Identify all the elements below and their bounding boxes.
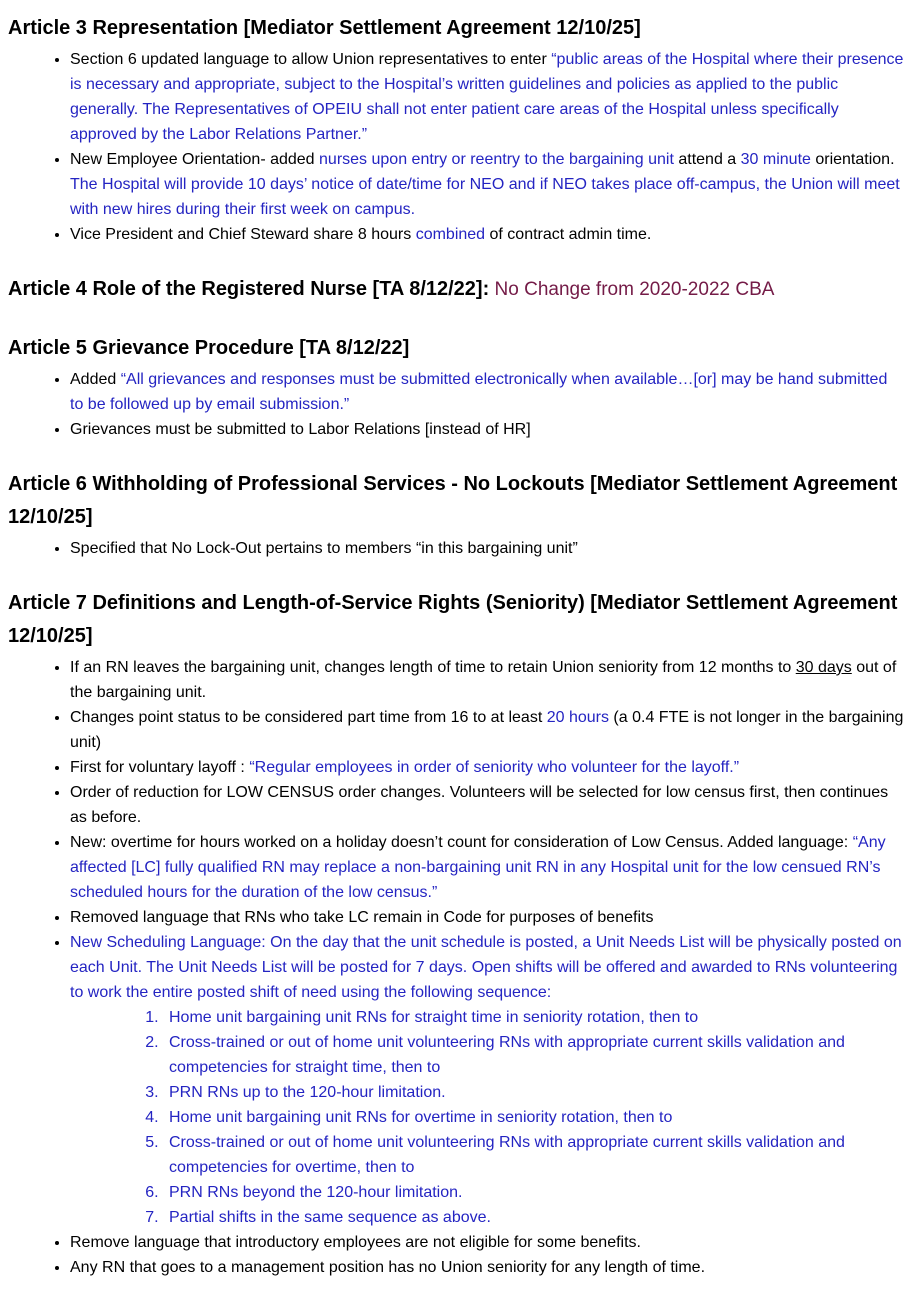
article-3-section xyxy=(8,12,904,247)
numbered-sequence-list xyxy=(70,1005,904,1230)
numbered-sequence-item: 3. PRN RNs up to the 120-hour limitation. xyxy=(163,1080,904,1105)
bullet-text-run: “All grievances and responses must be submitted electronically when available…[or] may be hand submitted to be followed up by email submission.” xyxy=(70,371,888,413)
bullet-item xyxy=(70,417,904,442)
bullet-item xyxy=(70,147,904,222)
article-3-heading xyxy=(8,12,904,45)
article-4-section xyxy=(8,273,904,306)
bullet-text-run: of contract admin time. xyxy=(485,226,652,243)
bullet-text-run: First for voluntary layoff : xyxy=(70,759,250,776)
heading-text-run: Article 7 Definitions and Length-of-Service Rights (Seniority) [Mediator Settlement Agreement 12/10/25] xyxy=(8,592,898,647)
bullet-item xyxy=(70,367,904,417)
bullet-text-run: orientation. xyxy=(810,151,895,168)
bullet-text-run: Changes point status to be considered part time from 16 to at least xyxy=(70,709,547,726)
bullet-text-run: New: overtime for hours worked on a holiday doesn’t count for consideration of Low Census. Added language: xyxy=(70,834,853,851)
bullet-text-run: nurses upon entry or reentry to the bargaining unit xyxy=(319,151,674,168)
bullet-list xyxy=(8,655,904,1280)
article-5-section xyxy=(8,332,904,442)
bullet-list xyxy=(8,536,904,561)
bullet-item xyxy=(70,830,904,905)
bullet-text-run: “Any affected [LC] fully qualified RN may replace a non-bargaining unit RN in any Hospital unit for the low censued RN’s scheduled hours for the duration of the low census.” xyxy=(70,834,886,901)
heading-text-run: Article 3 Representation [Mediator Settlement Agreement 12/10/25] xyxy=(8,17,641,39)
bullet-item xyxy=(70,705,904,755)
bullet-text-run: If an RN leaves the bargaining unit, changes length of time to retain Union seniority from 12 months to xyxy=(70,659,796,676)
bullet-item xyxy=(70,222,904,247)
bullet-text-run: attend a xyxy=(673,151,741,168)
bullet-text-run: out of the bargaining unit. xyxy=(70,659,897,701)
article-6-heading xyxy=(8,468,904,534)
heading-text-run: Article 5 Grievance Procedure [TA 8/12/22] xyxy=(8,337,410,359)
bullet-text-run: Grievances must be submitted to Labor Relations [instead of HR] xyxy=(70,421,531,438)
bullet-item xyxy=(70,655,904,705)
article-6-section xyxy=(8,468,904,561)
heading-text-run: Article 4 Role of the Registered Nurse [TA 8/12/22]: xyxy=(8,278,490,300)
bullet-text-run: (a 0.4 FTE is not longer in the bargaining unit) xyxy=(70,709,904,751)
bullet-text-run: Order of reduction for LOW CENSUS order changes. Volunteers will be selected for low census first, then continues as before. xyxy=(70,784,889,826)
bullet-text-run: Added xyxy=(70,371,121,388)
bullet-item xyxy=(70,780,904,830)
bullet-text-run: The Hospital will provide 10 days’ notice of date/time for NEO and if NEO takes place off-campus, the Union will meet with new hires during their first week on campus. xyxy=(70,176,900,218)
bullet-text-run: 30 minute xyxy=(740,151,811,168)
bullet-text-run: Vice President and Chief Steward share 8 hours xyxy=(70,226,416,243)
bullet-item xyxy=(70,1230,904,1255)
bullet-text-run: “Regular employees in order of seniority who volunteer for the layoff.” xyxy=(249,759,740,776)
bullet-text-run: 20 hours xyxy=(546,709,609,726)
bullet-text-run: Removed language that RNs who take LC remain in Code for purposes of benefits xyxy=(70,909,654,926)
bullet-item xyxy=(70,1255,904,1280)
bullet-item xyxy=(70,536,904,561)
bullet-list xyxy=(8,367,904,442)
numbered-sequence-item: 1. Home unit bargaining unit RNs for straight time in seniority rotation, then to xyxy=(163,1005,904,1030)
bullet-text-run: Specified that No Lock-Out pertains to members “in this bargaining unit” xyxy=(70,540,578,557)
bullet-text-run: Any RN that goes to a management position has no Union seniority for any length of time. xyxy=(70,1259,706,1276)
bullet-text-run: 30 days xyxy=(795,659,852,676)
bullet-text-run: combined xyxy=(415,226,486,243)
article-4-heading xyxy=(8,273,904,306)
article-5-heading xyxy=(8,332,904,365)
article-7-heading xyxy=(8,587,904,653)
bullet-text-run: Remove language that introductory employees are not eligible for some benefits. xyxy=(70,1234,641,1251)
bullet-item xyxy=(70,930,904,1230)
bullet-text-run: Section 6 updated language to allow Union representatives to enter xyxy=(70,51,552,68)
bullet-item xyxy=(70,47,904,147)
numbered-sequence-item: 5. Cross-trained or out of home unit volunteering RNs with appropriate current skills validation and competencies for overtime, then to xyxy=(163,1130,904,1180)
numbered-sequence-item: 7. Partial shifts in the same sequence as above. xyxy=(163,1205,904,1230)
bullet-text-run: “public areas of the Hospital where their presence is necessary and appropriate, subject to the Hospital’s written guidelines and policies as applied to the public generally. The Representatives of OPEIU shall not enter patient care areas of the Hospital unless specifically approved by the Labor Relations Partner.” xyxy=(70,51,904,143)
bullet-text-run: New Scheduling Language: On the day that the unit schedule is posted, a Unit Needs List will be physically posted on each Unit. The Unit Needs List will be posted for 7 days. Open shifts will be offered and awarded to RNs volunteering to work the entire posted shift of need using the following sequence: xyxy=(70,934,902,1001)
numbered-sequence-item: 2. Cross-trained or out of home unit volunteering RNs with appropriate current skills validation and competencies for straight time, then to xyxy=(163,1030,904,1080)
bullet-list xyxy=(8,47,904,247)
bullet-item xyxy=(70,905,904,930)
heading-text-run: Article 6 Withholding of Professional Services - No Lockouts [Mediator Settlement Agreement 12/10/25] xyxy=(8,473,898,528)
heading-text-run: No Change from 2020-2022 CBA xyxy=(489,279,775,300)
bullet-item xyxy=(70,755,904,780)
bullet-text-run: New Employee Orientation- added xyxy=(70,151,320,168)
article-7-section xyxy=(8,587,904,1280)
numbered-sequence-item: 4. Home unit bargaining unit RNs for overtime in seniority rotation, then to xyxy=(163,1105,904,1130)
numbered-sequence-item: 6. PRN RNs beyond the 120-hour limitation. xyxy=(163,1180,904,1205)
